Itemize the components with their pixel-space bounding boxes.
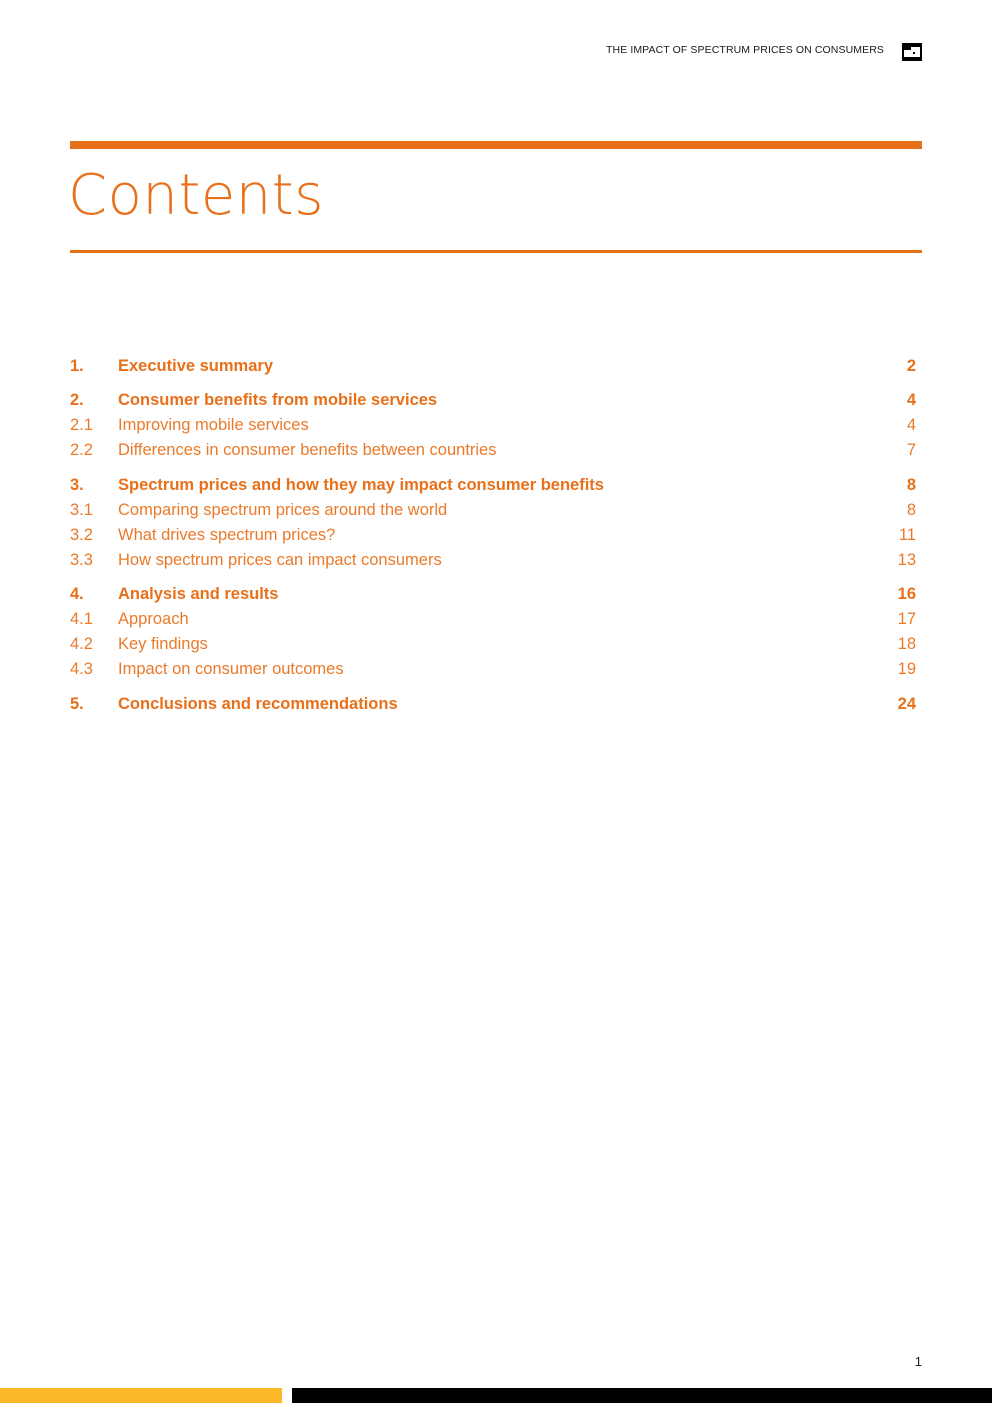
toc-entry-number: 2.1 <box>70 416 93 434</box>
toc-entry-page: 13 <box>897 551 916 569</box>
toc-entry-number: 3.1 <box>70 501 93 519</box>
toc-entry-number: 4.1 <box>70 610 93 628</box>
toc-entry-page: 19 <box>897 660 916 678</box>
footer-yellow-bar <box>0 1388 282 1403</box>
toc-entry-label: Spectrum prices and how they may impact consumer benefits <box>118 476 604 494</box>
toc-entry-2-1[interactable] <box>70 414 916 436</box>
toc-entry-page: 4 <box>906 391 916 409</box>
toc-entry-4-2[interactable] <box>70 633 916 655</box>
toc-entry-label: Key findings <box>118 635 208 653</box>
toc-entry-3[interactable] <box>70 474 916 496</box>
toc-entry-2[interactable] <box>70 389 916 411</box>
toc-entry-page: 17 <box>897 610 916 628</box>
toc-entry-label: What drives spectrum prices? <box>118 526 336 544</box>
page-title: Contents <box>68 163 324 228</box>
toc-entry-number: 5. <box>70 695 84 713</box>
toc-entry-number: 4.3 <box>70 660 93 678</box>
toc-entry-number: 4. <box>70 585 84 603</box>
toc-entry-page: 16 <box>897 585 916 603</box>
toc-entry-4[interactable] <box>70 583 916 605</box>
toc-entry-page: 8 <box>906 476 916 494</box>
toc-entry-label: Impact on consumer outcomes <box>118 660 344 678</box>
document-logo-icon <box>902 43 922 61</box>
toc-entry-number: 2. <box>70 391 84 409</box>
toc-entry-label: Differences in consumer benefits between countries <box>118 441 497 459</box>
toc-entry-number: 4.2 <box>70 635 93 653</box>
toc-entry-page: 18 <box>897 635 916 653</box>
toc-entry-number: 1. <box>70 357 84 375</box>
toc-entry-1[interactable] <box>70 355 916 377</box>
toc-entry-page: 2 <box>906 357 916 375</box>
toc-entry-number: 3.3 <box>70 551 93 569</box>
toc-entry-label: Analysis and results <box>118 585 279 603</box>
toc-entry-label: Approach <box>118 610 189 628</box>
toc-entry-3-3[interactable] <box>70 549 916 571</box>
footer-black-bar <box>292 1388 992 1403</box>
toc-entry-label: Improving mobile services <box>118 416 309 434</box>
toc-entry-page: 24 <box>897 695 916 713</box>
toc-entry-number: 2.2 <box>70 441 93 459</box>
toc-entry-label: Conclusions and recommendations <box>118 695 398 713</box>
page-number: 1 <box>914 1354 922 1369</box>
toc-entry-5[interactable] <box>70 693 916 715</box>
toc-entry-label: How spectrum prices can impact consumers <box>118 551 442 569</box>
toc-entry-3-1[interactable] <box>70 499 916 521</box>
toc-entry-label: Executive summary <box>118 357 274 375</box>
running-header-title: THE IMPACT OF SPECTRUM PRICES ON CONSUMERS <box>606 44 884 56</box>
toc-entry-page: 11 <box>898 526 916 544</box>
toc-entry-page: 4 <box>906 416 916 434</box>
toc-entry-label: Comparing spectrum prices around the world <box>118 501 448 519</box>
toc-entry-3-2[interactable] <box>70 524 916 546</box>
toc-entry-4-3[interactable] <box>70 658 916 680</box>
title-top-rule <box>70 141 922 149</box>
toc-entry-2-2[interactable] <box>70 439 916 461</box>
toc-entry-label: Consumer benefits from mobile services <box>118 391 438 409</box>
toc-entry-number: 3. <box>70 476 84 494</box>
toc-entry-4-1[interactable] <box>70 608 916 630</box>
toc-entry-page: 7 <box>906 441 916 459</box>
toc-entry-page: 8 <box>906 501 916 519</box>
toc-entry-number: 3.2 <box>70 526 93 544</box>
title-bottom-rule <box>70 250 922 253</box>
